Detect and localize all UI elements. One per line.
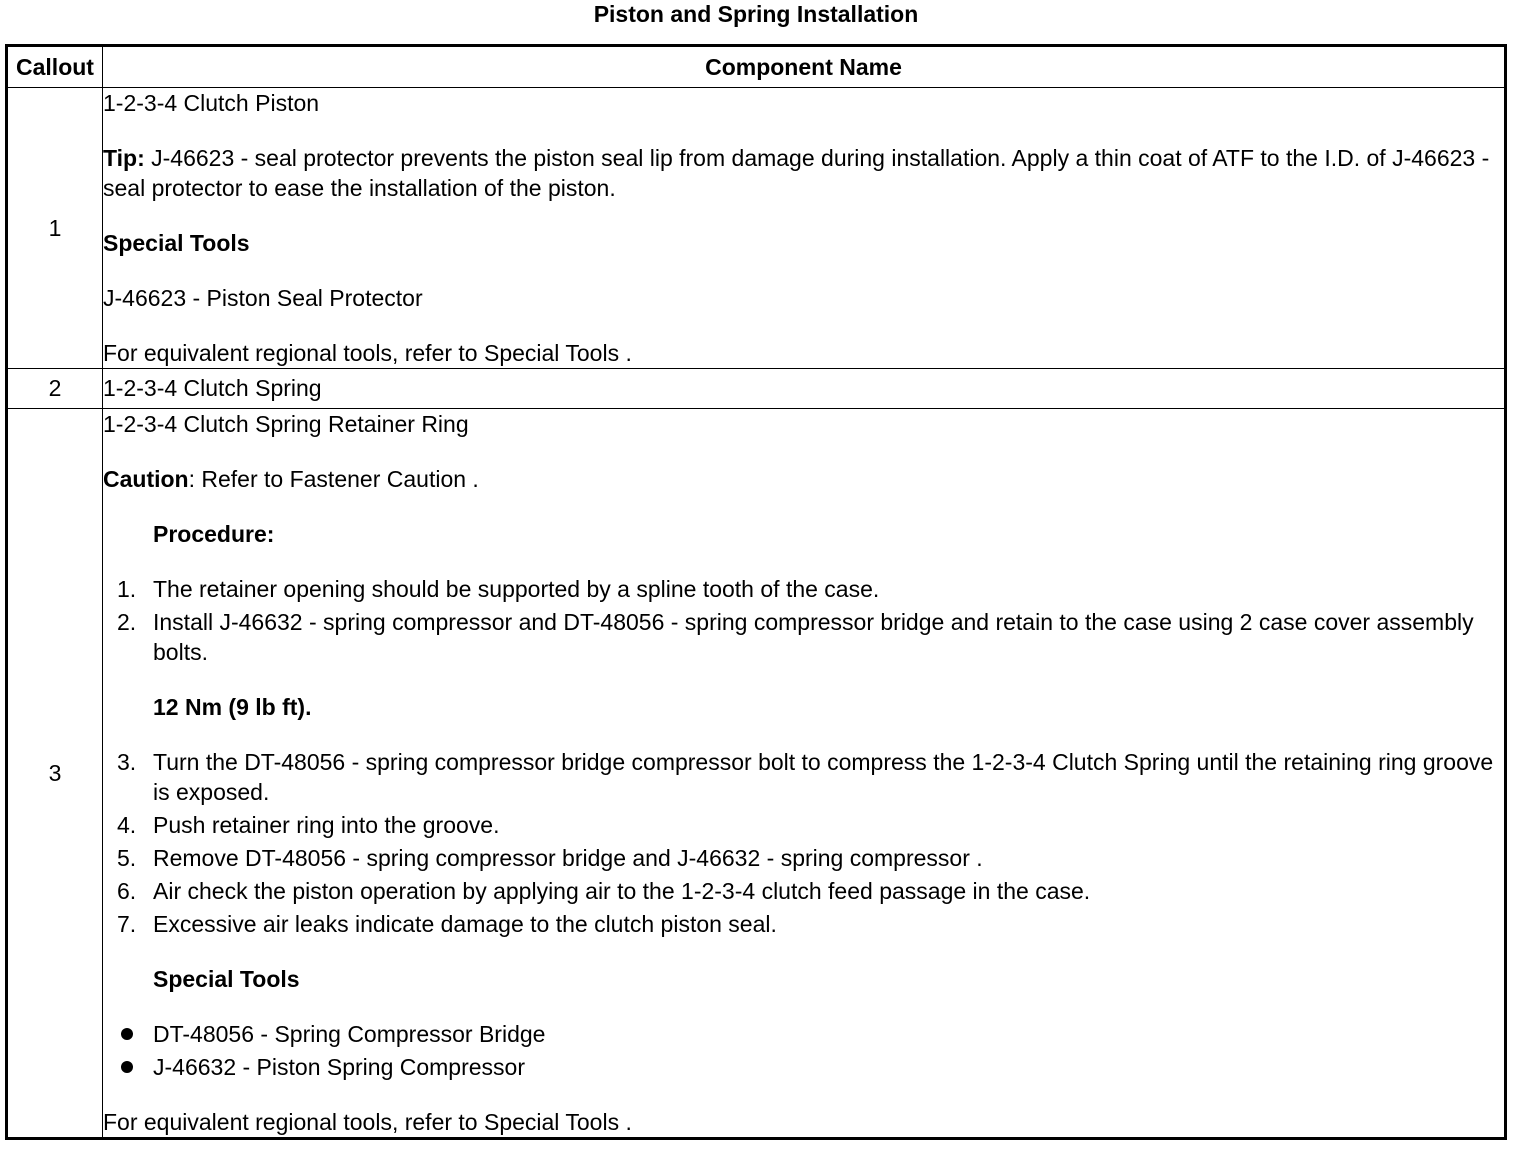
page-title: Piston and Spring Installation: [593, 1, 919, 27]
tool-text: DT-48056 - Spring Compressor Bridge: [153, 1021, 546, 1047]
component-cell: [103, 409, 1506, 1139]
step-number: 1.: [117, 576, 137, 602]
procedure-step: [103, 843, 1504, 873]
component-table: [5, 44, 1507, 1140]
special-tools-heading: Special Tools: [103, 230, 250, 256]
step-text: Air check the piston operation by applying air to the 1-2-3-4 clutch feed passage in the case.: [153, 878, 1091, 904]
component-name-column-header: Component Name: [103, 46, 1506, 88]
component-cell: [103, 88, 1506, 369]
torque-spec: 12 Nm (9 lb ft).: [153, 694, 312, 720]
procedure-step: [103, 876, 1504, 906]
step-number: 7.: [117, 911, 137, 937]
caution-label: Caution: [103, 466, 189, 492]
procedure-steps-continued: [103, 747, 1504, 939]
component-name: 1-2-3-4 Clutch Spring Retainer Ring: [103, 411, 469, 437]
bullet-icon: [121, 1061, 133, 1073]
caution-paragraph: [103, 464, 1504, 494]
step-number: 6.: [117, 878, 137, 904]
step-number: 5.: [117, 845, 137, 871]
procedure-step: [103, 747, 1504, 807]
bullet-icon: [121, 1028, 133, 1040]
table-row-1: [7, 88, 1506, 369]
table-header-row: [7, 46, 1506, 88]
callout-number: 1: [7, 88, 103, 369]
tip-text: J-46623 - seal protector prevents the piston seal lip from damage during installation. Apply a thin coat of ATF to the I.D. of J-46623 - seal protector to ease the installation of the piston.: [103, 145, 1490, 201]
equivalent-tools-note: For equivalent regional tools, refer to Special Tools .: [103, 1109, 632, 1135]
special-tool-item: [103, 1019, 1504, 1049]
caution-text: : Refer to Fastener Caution .: [188, 466, 479, 492]
tip-label: Tip:: [103, 145, 145, 171]
step-text: Remove DT-48056 - spring compressor bridge and J-46632 - spring compressor .: [153, 845, 983, 871]
tip-paragraph: [103, 143, 1504, 203]
component-cell: [103, 369, 1506, 409]
step-text: The retainer opening should be supported by a spline tooth of the case.: [153, 576, 880, 602]
special-tools-list: [103, 1019, 1504, 1082]
callout-column-header: Callout: [7, 46, 103, 88]
component-name: 1-2-3-4 Clutch Piston: [103, 90, 320, 116]
equivalent-tools-note: For equivalent regional tools, refer to Special Tools .: [103, 340, 632, 366]
special-tools-heading: Special Tools: [153, 966, 300, 992]
procedure-step: [103, 909, 1504, 939]
step-text: Push retainer ring into the groove.: [153, 812, 500, 838]
step-text: Install J-46632 - spring compressor and DT-48056 - spring compressor bridge and retain to the case using 2 case cover assembly bolts.: [153, 609, 1474, 665]
step-number: 4.: [117, 812, 137, 838]
table-row-2: [7, 369, 1506, 409]
tool-text: J-46632 - Piston Spring Compressor: [153, 1054, 525, 1080]
callout-number: 3: [7, 409, 103, 1139]
procedure-steps: [103, 574, 1504, 667]
component-name: 1-2-3-4 Clutch Spring: [103, 375, 322, 401]
procedure-heading: Procedure:: [153, 521, 275, 547]
special-tool-item: [103, 1052, 1504, 1082]
special-tool-item: J-46623 - Piston Seal Protector: [103, 285, 423, 311]
step-number: 2.: [117, 609, 137, 635]
step-text: Turn the DT-48056 - spring compressor bridge compressor bolt to compress the 1-2-3-4 Clutch Spring until the retaining ring groove is exposed.: [153, 749, 1494, 805]
procedure-step: [103, 810, 1504, 840]
callout-number: 2: [7, 369, 103, 409]
step-number: 3.: [117, 749, 137, 775]
procedure-step: [103, 574, 1504, 604]
table-row-3: [7, 409, 1506, 1139]
procedure-step: [103, 607, 1504, 667]
step-text: Excessive air leaks indicate damage to the clutch piston seal.: [153, 911, 777, 937]
